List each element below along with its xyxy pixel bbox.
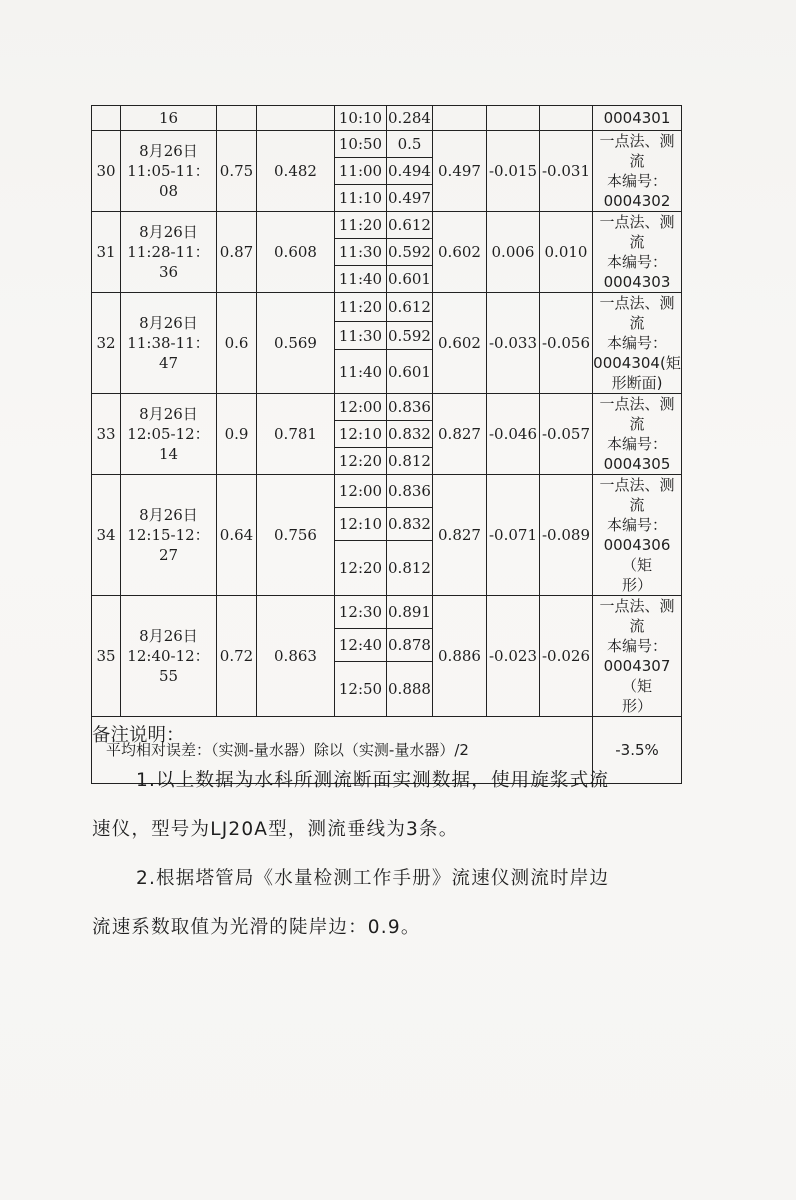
cell-avg: 0.602 (433, 212, 487, 293)
cell-time: 11:00 (335, 158, 387, 185)
cell-time: 11:20 (335, 212, 387, 239)
cell-time: 11:10 (335, 185, 387, 212)
remark-line: 1.以上数据为水科所测流断面实测数据，使用旋浆式流 (136, 770, 610, 791)
cell-note: 0004301 (593, 106, 682, 131)
cell-avg (433, 106, 487, 131)
cell-avg: 0.827 (433, 475, 487, 596)
cell-velocity: 0.812 (387, 541, 433, 596)
cell-velocity: 0.832 (387, 508, 433, 541)
cell-velocity: 0.836 (387, 394, 433, 421)
cell-date: 16 (121, 106, 217, 131)
cell-time: 11:40 (335, 266, 387, 293)
cell-date: 8月26日 11:05-11： 08 (121, 131, 217, 212)
cell-note: 一点法、测流 本编号： 0004302 (593, 131, 682, 212)
cell-no: 33 (92, 394, 121, 475)
cell-diff: -0.033 (487, 293, 540, 394)
cell-velocity: 0.592 (387, 321, 433, 350)
cell-diff: -0.046 (487, 394, 540, 475)
remark-line: 2.根据塔管局《水量检测工作手册》流速仪测流时岸边 (136, 868, 610, 889)
cell-date: 8月26日 12:05-12： 14 (121, 394, 217, 475)
cell-avg: 0.886 (433, 596, 487, 717)
cell-measured: 0.781 (257, 394, 335, 475)
cell-no: 31 (92, 212, 121, 293)
cell-velocity: 0.812 (387, 448, 433, 475)
cell-rel: -0.089 (540, 475, 593, 596)
cell-diff: -0.015 (487, 131, 540, 212)
cell-velocity: 0.601 (387, 266, 433, 293)
cell-time: 12:10 (335, 421, 387, 448)
cell-time: 11:40 (335, 350, 387, 394)
table-row (92, 475, 682, 508)
cell-velocity: 0.497 (387, 185, 433, 212)
cell-measured: 0.569 (257, 293, 335, 394)
cell-velocity: 0.592 (387, 239, 433, 266)
cell-time: 10:50 (335, 131, 387, 158)
table-row-partial (92, 106, 682, 131)
cell-time: 12:30 (335, 596, 387, 629)
cell-time: 11:30 (335, 321, 387, 350)
cell-velocity: 0.888 (387, 662, 433, 717)
cell-no: 34 (92, 475, 121, 596)
cell-no (92, 106, 121, 131)
table-row (92, 293, 682, 322)
cell-velocity: 0.601 (387, 350, 433, 394)
cell-time: 10:10 (335, 106, 387, 131)
table-row (92, 394, 682, 421)
cell-diff: -0.071 (487, 475, 540, 596)
cell-coef: 0.72 (217, 596, 257, 717)
summary-value: -3.5% (593, 717, 682, 784)
cell-velocity: 0.612 (387, 293, 433, 322)
cell-velocity: 0.5 (387, 131, 433, 158)
cell-time: 11:20 (335, 293, 387, 322)
cell-measured (257, 106, 335, 131)
cell-rel: -0.056 (540, 293, 593, 394)
cell-rel: -0.031 (540, 131, 593, 212)
remark-line: 流速系数取值为光滑的陡岸边：0.9。 (92, 917, 421, 938)
cell-time: 12:40 (335, 629, 387, 662)
cell-note: 一点法、测流 本编号： 0004305 (593, 394, 682, 475)
cell-note: 一点法、测流 本编号： 0004307（矩 形） (593, 596, 682, 717)
table-row (92, 212, 682, 239)
cell-rel: -0.057 (540, 394, 593, 475)
cell-velocity: 0.832 (387, 421, 433, 448)
cell-note: 一点法、测流 本编号： 0004303 (593, 212, 682, 293)
cell-note: 一点法、测流 本编号： 0004304(矩 形断面) (593, 294, 681, 392)
cell-time: 12:10 (335, 508, 387, 541)
cell-time: 12:20 (335, 448, 387, 475)
cell-rel: 0.010 (540, 212, 593, 293)
cell-diff (487, 106, 540, 131)
cell-velocity: 0.612 (387, 212, 433, 239)
cell-date: 8月26日 11:38-11： 47 (121, 293, 217, 394)
cell-rel: -0.026 (540, 596, 593, 717)
table-row (92, 596, 682, 629)
remark-line: 速仪，型号为LJ20A型，测流垂线为3条。 (92, 819, 459, 840)
summary-label: 平均相对误差：（实测-量水器）除以（实测-量水器）/2 (92, 717, 593, 784)
cell-velocity: 0.891 (387, 596, 433, 629)
cell-diff: -0.023 (487, 596, 540, 717)
cell-time: 12:50 (335, 662, 387, 717)
flow-measurement-table (91, 105, 682, 784)
cell-rel (540, 106, 593, 131)
cell-avg: 0.602 (433, 293, 487, 394)
cell-date: 8月26日 12:40-12： 55 (121, 596, 217, 717)
cell-diff: 0.006 (487, 212, 540, 293)
cell-coef (217, 106, 257, 131)
cell-velocity: 0.494 (387, 158, 433, 185)
cell-measured: 0.756 (257, 475, 335, 596)
cell-velocity: 0.836 (387, 475, 433, 508)
cell-avg: 0.827 (433, 394, 487, 475)
cell-date: 8月26日 11:28-11： 36 (121, 212, 217, 293)
cell-time: 12:00 (335, 394, 387, 421)
cell-coef: 0.64 (217, 475, 257, 596)
cell-time: 12:20 (335, 541, 387, 596)
remarks-title: 备注说明： (92, 725, 185, 746)
cell-no: 30 (92, 131, 121, 212)
cell-avg: 0.497 (433, 131, 487, 212)
cell-velocity: 0.284 (387, 106, 433, 131)
cell-no: 32 (92, 293, 121, 394)
cell-coef: 0.9 (217, 394, 257, 475)
table-row (92, 131, 682, 158)
cell-time: 11:30 (335, 239, 387, 266)
cell-date: 8月26日 12:15-12： 27 (121, 475, 217, 596)
cell-time: 12:00 (335, 475, 387, 508)
cell-coef: 0.6 (217, 293, 257, 394)
cell-no: 35 (92, 596, 121, 717)
cell-coef: 0.75 (217, 131, 257, 212)
cell-measured: 0.482 (257, 131, 335, 212)
remarks-section (92, 716, 712, 952)
cell-measured: 0.608 (257, 212, 335, 293)
cell-velocity: 0.878 (387, 629, 433, 662)
cell-note: 一点法、测流 本编号： 0004306（矩 形） (593, 475, 682, 596)
cell-coef: 0.87 (217, 212, 257, 293)
cell-measured: 0.863 (257, 596, 335, 717)
